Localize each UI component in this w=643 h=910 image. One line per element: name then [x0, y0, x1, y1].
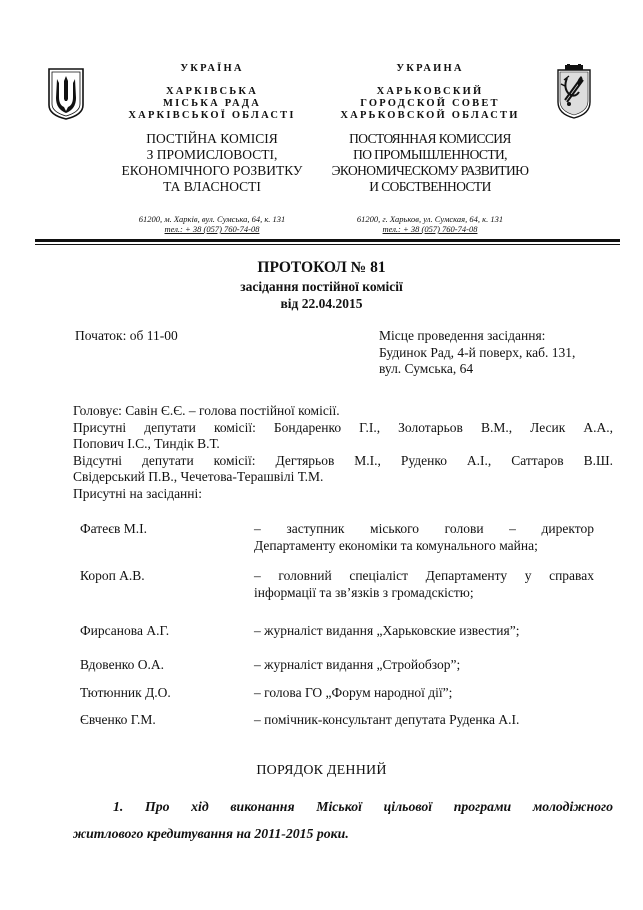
attendee-name: Короп А.В.	[80, 568, 145, 583]
ua-commission-line: З ПРОМИСЛОВОСТІ,	[146, 147, 278, 162]
ua-address-line: 61200, м. Харків, вул. Сумська, 64, к. 131	[138, 214, 286, 224]
attendee-row	[80, 567, 600, 603]
attendee-role-line: Департаменту економіки та комунального майна;	[254, 538, 538, 553]
chair-line: Головує: Савін Є.Є. – голова постійної комісії.	[73, 403, 340, 418]
protocol-date: від 22.04.2015	[280, 296, 363, 311]
absent-deputies-line: Свідерський П.В., Чечетова-Терашвілі Т.М.	[73, 469, 324, 484]
present-deputies-line: Присутні депутати комісії: Бондаренко Г.І., Золотарьов В.М., Лесик А.А.,	[73, 419, 613, 435]
ru-commission-line: ПО ПРОМЫШЛЕННОСТИ,	[353, 147, 507, 162]
ua-council-line3: ХАРКІВСЬКОЇ ОБЛАСТІ	[128, 110, 296, 121]
ru-country: УКРАИНА	[396, 63, 464, 74]
attendee-name: Фатеєв М.І.	[80, 521, 147, 536]
ru-address	[330, 214, 530, 234]
venue-line: вул. Сумська, 64	[379, 361, 474, 376]
attendee-role: – журналіст видання „Харьковские известия”;	[254, 623, 520, 638]
meeting-start-time: Початок: об 11-00	[75, 328, 178, 343]
header-divider-thin	[35, 244, 620, 245]
agenda-item-line: 1. Про хід виконання Міської цільової програми молодіжного	[113, 799, 613, 814]
agenda-item-line: житлового кредитування на 2011-2015 роки.	[73, 826, 349, 841]
ua-country: УКРАЇНА	[180, 63, 244, 74]
protocol-title: ПРОТОКОЛ № 81	[257, 259, 386, 276]
attendee-role-line: інформації та зв’язків з громадскістю;	[254, 585, 474, 600]
attendee-role: – журналіст видання „Стройобзор”;	[254, 657, 461, 672]
ru-address-line: 61200, г. Харьков, ул. Сумская, 64, к. 131	[356, 214, 504, 224]
participants-block	[73, 403, 613, 502]
ru-phone: тел.: + 38 (057) 760-74-08	[382, 224, 478, 234]
venue-label: Місце проведення засідання:	[379, 328, 546, 343]
attendee-role: – помічник-консультант депутата Руденка А.І.	[254, 712, 520, 727]
attendee-role	[254, 567, 594, 601]
trident-emblem-icon	[47, 67, 85, 121]
attendee-row	[80, 711, 600, 729]
ru-council-line1: ХАРЬКОВСКИЙ	[376, 86, 484, 97]
ru-commission-line: И СОБСТВЕННОСТИ	[369, 179, 491, 194]
attendee-role	[254, 520, 594, 554]
ru-council-line2: ГОРОДСКОЙ СОВЕТ	[360, 98, 500, 109]
meeting-venue	[379, 328, 619, 378]
venue-line: Будинок Рад, 4-й поверх, каб. 131,	[379, 344, 576, 360]
header-divider-thick	[35, 239, 620, 242]
ru-commission-name	[325, 131, 535, 195]
ua-commission-line: ЕКОНОМІЧНОГО РОЗВИТКУ	[121, 163, 303, 178]
attendee-name: Вдовенко О.А.	[80, 657, 165, 672]
kharkiv-coat-of-arms-icon	[555, 64, 593, 120]
agenda-title: ПОРЯДОК ДЕННИЙ	[256, 763, 387, 778]
protocol-subtitle: засідання постійної комісії	[240, 279, 403, 294]
ua-commission-name	[112, 131, 312, 195]
attendee-name: Фирсанова А.Г.	[80, 623, 170, 638]
ru-commission-line: ЭКОНОМИЧЕСКОМУ РАЗВИТИЮ	[331, 163, 529, 178]
attendee-name: Євченко Г.М.	[80, 712, 156, 727]
attendee-name: Тютюнник Д.О.	[80, 685, 171, 700]
ua-commission-line: ПОСТІЙНА КОМІСІЯ	[146, 131, 278, 146]
agenda-item-1	[73, 793, 613, 847]
ua-phone: тел.: + 38 (057) 760-74-08	[164, 224, 260, 234]
ua-commission-line: ТА ВЛАСНОСТІ	[163, 179, 261, 194]
present-deputies-line: Попович І.С., Тиндік В.Т.	[73, 436, 220, 451]
attendees-label: Присутні на засіданні:	[73, 485, 203, 501]
ua-council-line1: ХАРКІВСЬКА	[165, 86, 258, 97]
ua-council-line2: МІСЬКА РАДА	[162, 98, 261, 109]
attendee-role-line: – головний спеціаліст Департаменту у справах	[254, 568, 594, 583]
ru-commission-line: ПОСТОЯННАЯ КОМИССИЯ	[349, 131, 511, 146]
ru-council-line3: ХАРЬКОВСКОЙ ОБЛАСТИ	[340, 110, 520, 121]
attendee-row	[80, 622, 600, 640]
attendee-role: – голова ГО „Форум народної дії”;	[254, 685, 453, 700]
absent-deputies-line: Відсутні депутати комісії: Дегтярьов М.І., Руденко А.І., Саттаров В.Ш.	[73, 452, 613, 468]
attendee-row	[80, 520, 600, 556]
attendee-row	[80, 656, 600, 674]
attendee-role-line: – заступник міського голови – директор	[254, 521, 594, 536]
ua-address	[112, 214, 312, 234]
attendee-row	[80, 684, 600, 702]
